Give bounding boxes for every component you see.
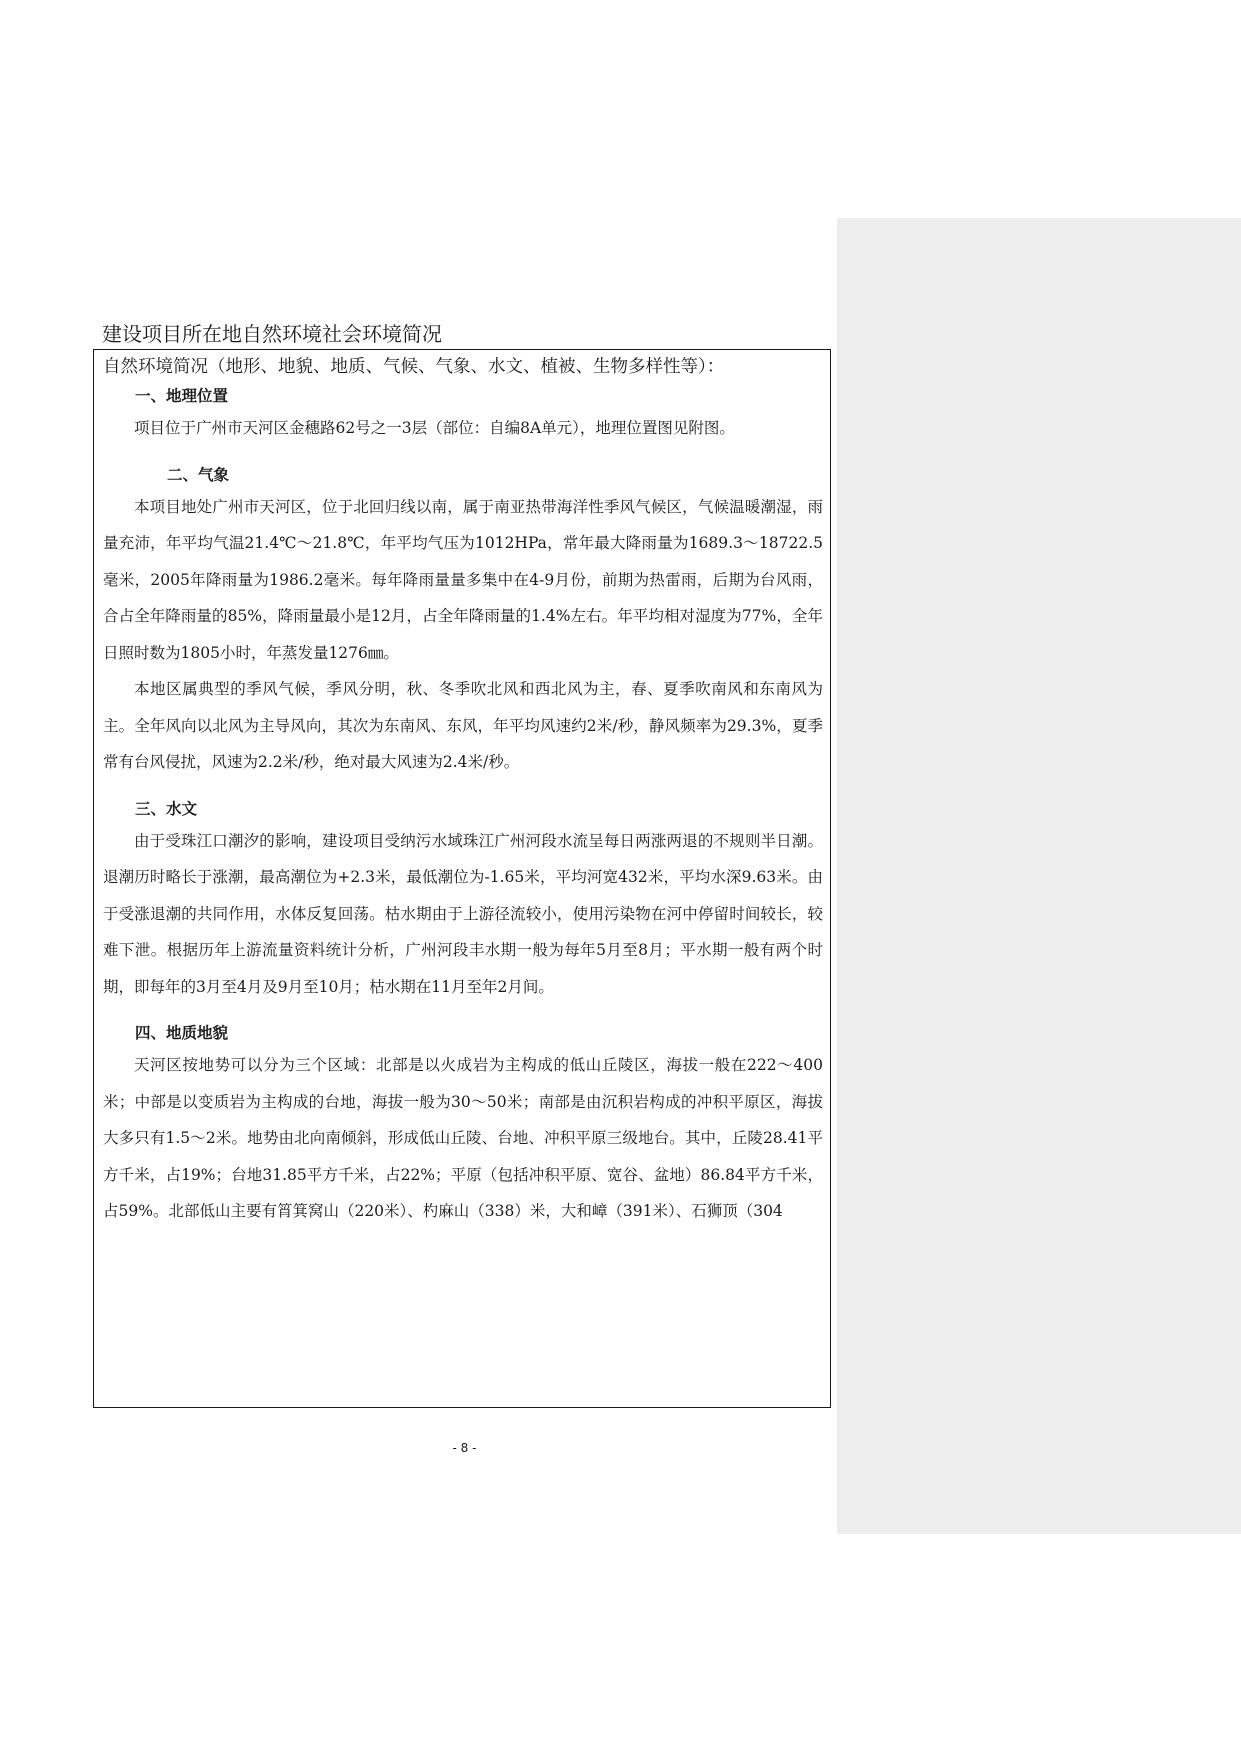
paragraph: 本地区属典型的季风气候，季风分明，秋、冬季吹北风和西北风为主，春、夏季吹南风和东南风为主。全年风向以北风为主导风向，其次为东南风、东风，年平均风速约2米/秒，静风频率为29.3%，夏季常有台风侵扰，风速为2.2米/秒，绝对最大风速为2.4米/秒。 [103, 680, 823, 771]
section-heading: 二、气象 [167, 465, 230, 484]
section-hydrology [103, 795, 823, 1006]
paragraph: 项目位于广州市天河区金穗路62号之一3层（部位：自编8A单元），地理位置图见附图。 [134, 419, 735, 437]
document-title: 建设项目所在地自然环境社会环境简况 [102, 322, 442, 346]
content-box [93, 349, 831, 1408]
section-weather [103, 461, 823, 781]
section-geology [103, 1019, 823, 1230]
comment-margin-panel [837, 218, 1241, 1534]
box-header: 自然环境简况（地形、地貌、地质、气候、气象、水文、植被、生物多样性等）： [103, 357, 725, 377]
paragraph: 由于受珠江口潮汐的影响，建设项目受纳污水域珠江广州河段水流呈每日两涨两退的不规则半日潮。退潮历时略长于涨潮，最高潮位为+2.3米，最低潮位为-1.65米，平均河宽432米，平均水深9.63米。由于受涨退潮的共同作用，水体反复回荡。枯水期由于上游径流较小，使用污染物在河中停留时间较长，较难下泄。根据历年上游流量资料统计分析，广州河段丰水期一般为每年5月至8月；平水期一般有两个时期，即每年的3月至4月及9月至10月；枯水期在11月至年2月间。 [103, 831, 823, 996]
section-heading: 三、水文 [135, 799, 198, 818]
paragraph: 天河区按地势可以分为三个区域：北部是以火成岩为主构成的低山丘陵区，海拔一般在222～400米；中部是以变质岩为主构成的台地，海拔一般为30～50米；南部是由沉积岩构成的冲积平原区，海拔大多只有1.5～2米。地势由北向南倾斜，形成低山丘陵、台地、冲积平原三级地台。其中，丘陵28.41平方千米，占19%；台地31.85平方千米，占22%；平原（包括冲积平原、宽谷、盆地）86.84平方千米，占59%。北部低山主要有筲箕窝山（220米）、杓麻山（338）米，大和嶂（391米）、石狮顶（304 [103, 1056, 823, 1220]
section-geography [103, 382, 823, 447]
section-heading: 一、地理位置 [135, 387, 229, 405]
page-number: - 8 - [452, 1441, 477, 1455]
paragraph: 本项目地处广州市天河区，位于北回归线以南，属于南亚热带海洋性季风气候区，气候温暖潮湿，雨量充沛，年平均气温21.4℃～21.8℃，年平均气压为1012HPa，常年最大降雨量为1689.3～18722.5毫米，2005年降雨量为1986.2毫米。每年降雨量量多集中在4-9月份，前期为热雷雨，后期为台风雨，合占全年降雨量的85%，降雨量最小是12月，占全年降雨量的1.4%左右。年平均相对湿度为77%，全年日照时数为1805小时，年蒸发量1276㎜。 [103, 497, 823, 662]
section-heading: 四、地质地貌 [135, 1024, 229, 1042]
